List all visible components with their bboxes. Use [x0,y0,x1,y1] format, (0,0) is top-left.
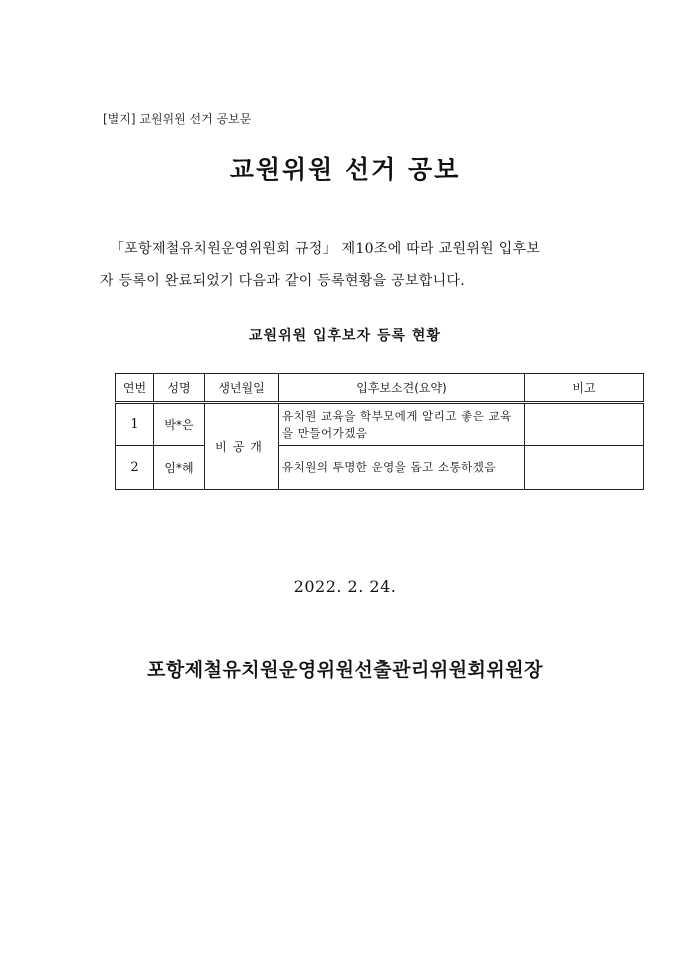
cell-name: 박*은 [154,403,205,446]
cell-note [525,403,644,446]
announcement-date: 2022. 2. 24. [293,577,397,596]
cell-name: 임*혜 [154,446,205,490]
header-note: 비고 [525,374,644,403]
intro-line-1: 「포항제철유치원운영위원회 규정」 제10조에 따라 교원위원 입후보 [110,241,541,257]
header-pledge: 입후보소견(요약) [279,374,525,403]
attachment-label: [별지] 교원위원 선거 공보문 [103,112,252,126]
table-header-row [116,374,644,403]
signer-title: 포항제철유치원운영위원선출관리위원회위원장 [147,659,543,681]
cell-no: 2 [116,446,154,490]
table-row [116,403,644,446]
header-name: 성명 [154,374,205,403]
intro-paragraph [100,233,586,297]
cell-birthdate-merged: 비공개 [205,403,279,490]
cell-note [525,446,644,490]
cell-pledge: 유치원의 투명한 운영을 돕고 소통하겠음 [279,446,525,490]
table-row [116,446,644,490]
cell-no: 1 [116,403,154,446]
candidate-table [115,373,644,490]
cell-pledge: 유치원 교육을 학부모에게 알리고 좋은 교육을 만들어가겠음 [279,403,525,446]
intro-line-2: 자 등록이 완료되었기 다음과 같이 등록현황을 공보합니다. [100,273,466,289]
header-no: 연번 [116,374,154,403]
header-birthdate: 생년월일 [205,374,279,403]
document-title: 교원위원 선거 공보 [229,155,461,184]
table-title: 교원위원 입후보자 등록 현황 [249,328,441,344]
